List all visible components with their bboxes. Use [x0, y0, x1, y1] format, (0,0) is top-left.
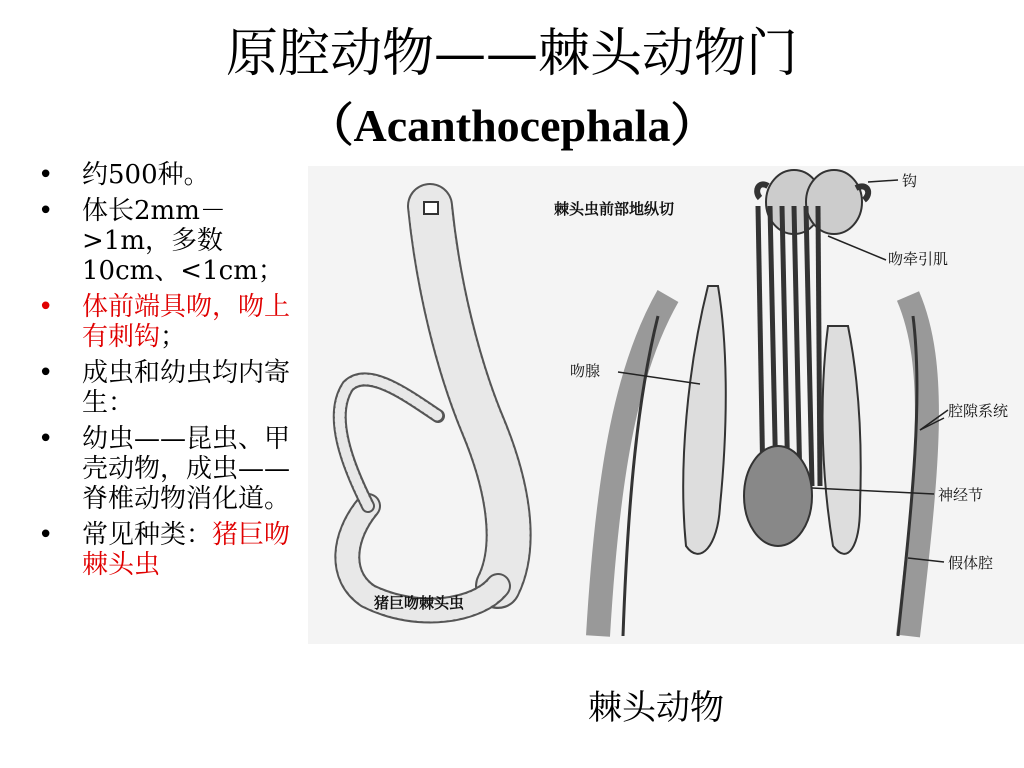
bullet-dot: • — [38, 358, 54, 388]
figure-caption: 棘头动物 — [588, 688, 724, 728]
label-hook: 钩 — [902, 172, 918, 190]
list-item — [34, 358, 314, 418]
bullet-text: 约500种。 — [82, 160, 210, 190]
bullet-text: 成虫和幼虫均内寄生： — [82, 358, 291, 418]
label-retractor: 吻牵引肌 — [888, 250, 949, 268]
slide-title: 原腔动物——棘头动物门 — [225, 24, 798, 84]
bullet-dot: • — [38, 520, 54, 550]
list-item — [34, 424, 314, 514]
list-item — [34, 520, 314, 580]
worm-caption: 猪巨吻棘头虫 — [374, 594, 465, 612]
anatomy-figure — [308, 166, 1024, 644]
bullet-text-highlight: 体前端具吻，吻上有刺钩 — [82, 292, 291, 352]
bullet-text-tail: ； — [160, 322, 187, 352]
label-gland: 吻腺 — [570, 362, 601, 380]
list-item — [34, 292, 314, 352]
label-lacunar: 腔隙系统 — [948, 402, 1009, 420]
label-ganglion: 神经节 — [938, 486, 984, 504]
bullet-text: 体长2mm－>1m，多数10cm、<1cm； — [82, 196, 284, 286]
section-caption: 棘头虫前部地纵切 — [554, 200, 675, 218]
bullet-dot: • — [38, 160, 54, 190]
bullet-dot: • — [38, 196, 54, 226]
list-item — [34, 196, 314, 286]
list-item — [34, 160, 314, 190]
bullet-text: 幼虫——昆虫、甲壳动物，成虫——脊椎动物消化道。 — [82, 424, 291, 514]
anatomy-illustration — [308, 166, 1024, 644]
label-pseudocoel: 假体腔 — [948, 554, 994, 572]
bullet-text-highlight: 猪巨吻棘头虫 — [82, 520, 291, 580]
bullet-dot: • — [38, 292, 54, 322]
bullet-list — [34, 160, 314, 586]
bullet-dot: • — [38, 424, 54, 454]
slide-subtitle: （Acanthocephala） — [307, 100, 717, 151]
bullet-text-prefix: 常见种类： — [82, 520, 213, 550]
